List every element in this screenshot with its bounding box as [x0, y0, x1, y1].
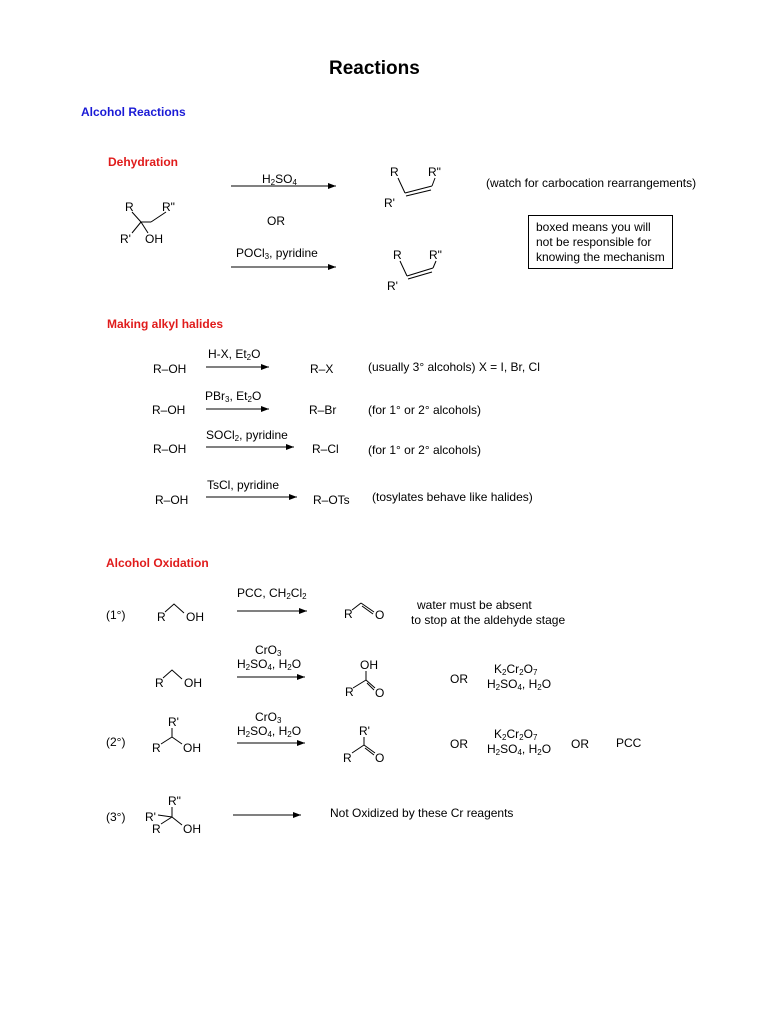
row2-reagent: PBr$_3$, $Et_2O$: [205, 389, 262, 404]
h2so4-h2o-reagent-1: $H_2SO_4$, $H_2O$: [237, 657, 302, 672]
substrate-r-label: R: [125, 200, 134, 214]
ketone-r-label: R: [343, 751, 352, 765]
primary-tag: (1°): [106, 608, 126, 622]
pcc-note-line-1: water must be absent: [417, 598, 532, 612]
oxidation-heading: Alcohol Oxidation: [106, 556, 209, 570]
row4-note: (tosylates behave like halides): [372, 490, 533, 504]
dehydration-substrate-bonds: [132, 212, 166, 233]
pcc-reagent: PCC, $CH_2Cl_2$: [237, 586, 307, 601]
row1-reagent: H-X, $Et_2O$: [208, 347, 261, 362]
row4-product: R–OTs: [313, 493, 350, 507]
row2-reactant: R–OH: [152, 403, 186, 417]
primary-r-label: R: [157, 610, 166, 624]
secondary-tag: (2°): [106, 735, 126, 749]
secondary-skeleton: [161, 728, 182, 744]
tertiary-r1-label: R': [145, 810, 156, 824]
primary2-oh-label: OH: [184, 676, 202, 690]
boxed-note-line-1: boxed means you will: [536, 220, 651, 234]
row1-product: R–X: [310, 362, 334, 376]
ketone-bonds: [352, 737, 375, 755]
dehydration-or-label: OR: [267, 214, 285, 228]
cro3-reagent-2: CrO$_3$: [255, 710, 282, 725]
h2so4-h2o-reagent-2: $H_2SO_4$, $H_2O$: [237, 724, 302, 739]
aldehyde-o-label: O: [375, 608, 385, 622]
alkene-top-r1-label: R': [384, 196, 395, 210]
dehydration-reagent-pocl3: POCl$_3$, pyridine: [236, 246, 318, 261]
k2cr2o7-reagent-2: $K_2Cr_2O_7$: [494, 727, 538, 742]
page-title: Reactions: [329, 58, 420, 79]
alkene-bottom-r2-label: R": [429, 248, 442, 262]
row3-reactant: R–OH: [153, 442, 187, 456]
alkene-top-bonds: [398, 178, 435, 196]
aldehyde-r-label: R: [344, 607, 353, 621]
row4-reagent: TsCl, pyridine: [207, 478, 280, 492]
tertiary-r-label: R: [152, 822, 161, 836]
dehydration-heading: Dehydration: [108, 155, 179, 169]
acid-bonds: [353, 671, 375, 690]
acid-r-label: R: [345, 685, 354, 699]
cro3-reagent-1: CrO$_3$: [255, 643, 282, 658]
row3-product: R–Cl: [312, 442, 339, 456]
pcc-note-line-2: to stop at the aldehyde stage: [411, 613, 566, 627]
section-heading-alcohol-reactions: Alcohol Reactions: [81, 105, 186, 119]
secondary-oh-label: OH: [183, 741, 201, 755]
primary-oh-label: OH: [186, 610, 204, 624]
primary2-r-label: R: [155, 676, 164, 690]
acid-o-label: O: [375, 686, 385, 700]
ketone-r1-label: R': [359, 724, 370, 738]
acid-or-label: OR: [450, 672, 468, 686]
primary-skeleton: [165, 604, 184, 613]
boxed-note-line-2: not be responsible for: [536, 235, 652, 249]
tertiary-oh-label: OH: [183, 822, 201, 836]
row1-reactant: R–OH: [153, 362, 187, 376]
k2cr2o7-reagent-1: $K_2Cr_2O_7$: [494, 662, 538, 677]
row2-product: R–Br: [309, 403, 337, 417]
row3-note: (for 1° or 2° alcohols): [368, 443, 481, 457]
tertiary-skeleton: [158, 807, 182, 825]
aldehyde-bonds: [352, 603, 374, 614]
pcc-alt-label: PCC: [616, 736, 642, 750]
ketone-or-label-2: OR: [571, 737, 589, 751]
h2so4-h2o-alt-1: $H_2SO_4$, $H_2O$: [487, 677, 552, 692]
carbocation-note: (watch for carbocation rearrangements): [486, 176, 697, 190]
row1-note: (usually 3° alcohols) X = I, Br, Cl: [368, 360, 540, 374]
alkene-top-r-label: R: [390, 165, 399, 179]
secondary-r1-label: R': [168, 715, 179, 729]
alkene-bottom-r1-label: R': [387, 279, 398, 293]
substrate-r2-label: R": [162, 200, 175, 214]
substrate-r1-label: R': [120, 232, 131, 246]
ketone-or-label-1: OR: [450, 737, 468, 751]
alkyl-halides-heading: Making alkyl halides: [107, 317, 224, 331]
tertiary-tag: (3°): [106, 810, 126, 824]
tertiary-r2-label: R": [168, 794, 181, 808]
alkene-bottom-bonds: [400, 261, 436, 279]
row2-note: (for 1° or 2° alcohols): [368, 403, 481, 417]
substrate-oh-label: OH: [145, 232, 163, 246]
row4-reactant: R–OH: [155, 493, 189, 507]
boxed-note-line-3: knowing the mechanism: [536, 250, 665, 264]
dehydration-reagent-h2so4: $H_2SO_4$: [262, 172, 297, 187]
ketone-o-label: O: [375, 751, 385, 765]
alkene-top-r2-label: R": [428, 165, 441, 179]
not-oxidized-note: Not Oxidized by these Cr reagents: [330, 806, 514, 820]
row3-reagent: SOCl$_2$, pyridine: [206, 428, 288, 443]
primary2-skeleton: [163, 670, 182, 679]
h2so4-h2o-alt-2: $H_2SO_4$, $H_2O$: [487, 742, 552, 757]
acid-oh-label: OH: [360, 658, 378, 672]
alkene-bottom-r-label: R: [393, 248, 402, 262]
secondary-r-label: R: [152, 741, 161, 755]
